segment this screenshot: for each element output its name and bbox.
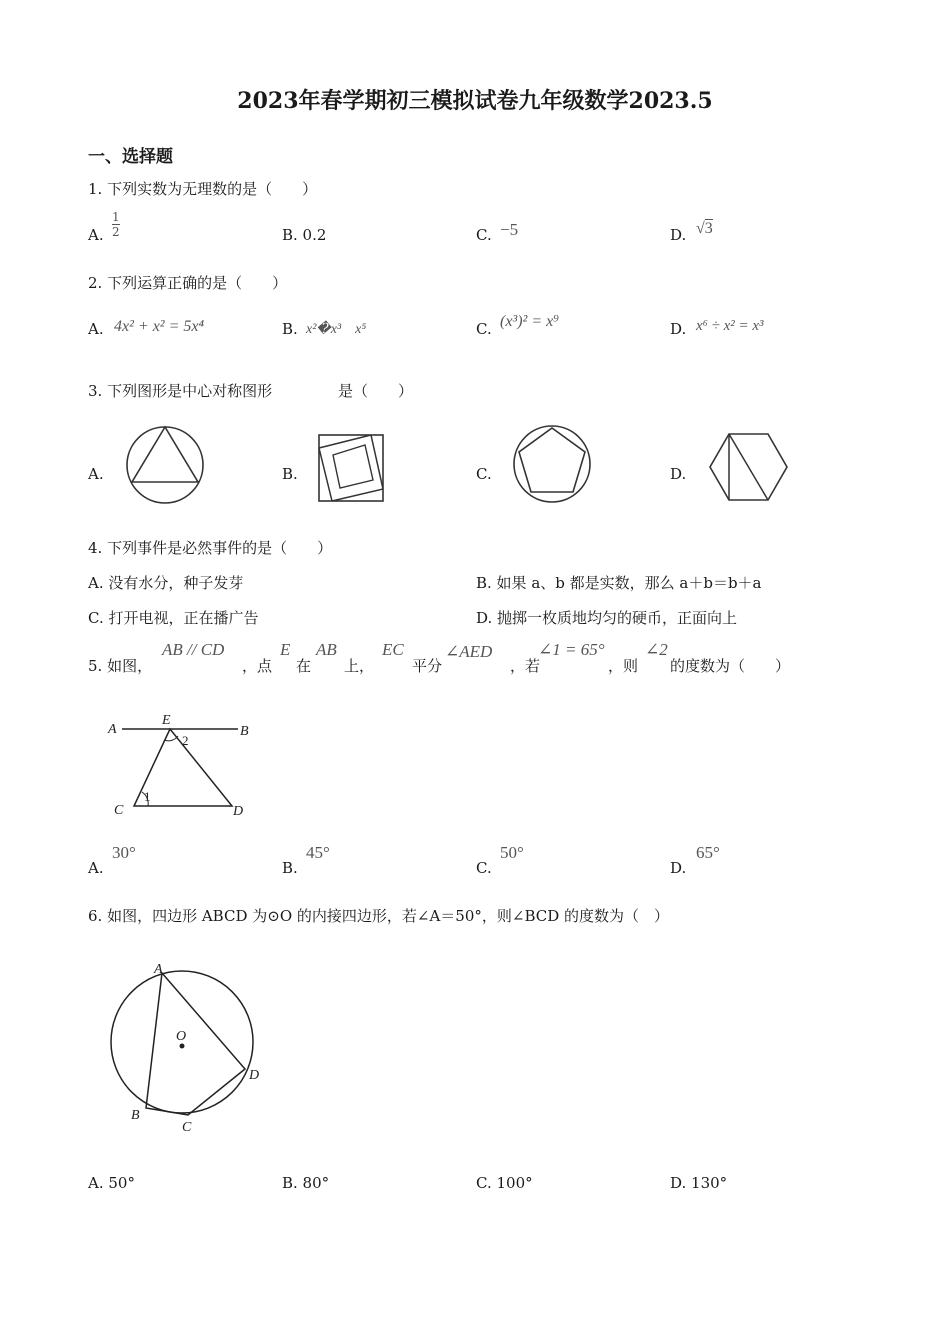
- q5-option-d-label: D.: [670, 859, 687, 877]
- q2-option-d-expr: x⁶ ÷ x² = x³: [696, 318, 764, 334]
- q5-stem-math-ec: EC: [382, 640, 404, 659]
- q5-stem-math-angle1: ∠1 = 65°: [538, 640, 605, 659]
- q1-option-a-fraction: $\frac{1}{2}$: [112, 210, 120, 239]
- circle-inscribed-pentagon-figure: [508, 420, 596, 508]
- q5-stem-part2: ，点: [242, 657, 273, 675]
- q5-stem-part5: 平分: [412, 657, 443, 675]
- q2-option-a-label: A.: [88, 320, 104, 338]
- q3-stem-part1: 3. 下列图形是中心对称图形: [88, 382, 273, 400]
- q1-option-c-label: C.: [476, 226, 492, 244]
- q5-stem-part4: 上，: [344, 657, 375, 675]
- q5-stem-part7: ，则: [608, 657, 639, 675]
- q6-option-b: B. 80°: [282, 1174, 330, 1192]
- svg-text:B: B: [240, 724, 249, 739]
- q1-option-d-sqrt: √3: [696, 220, 713, 237]
- q3-stem-part2: 是（ ）: [338, 382, 414, 400]
- q2-option-c-label: C.: [476, 320, 492, 338]
- q5-stem-math-ab: AB: [316, 640, 337, 659]
- q5-stem-part6: ，若: [510, 657, 541, 675]
- svg-text:C: C: [114, 803, 124, 818]
- svg-text:2: 2: [182, 733, 189, 748]
- svg-text:B: B: [131, 1108, 140, 1123]
- q3-option-a-label: A.: [88, 465, 104, 483]
- q5-option-c-label: C.: [476, 859, 492, 877]
- q6-stem: 6. 如图，四边形 ABCD 为⊙O 的内接四边形，若∠A＝50°，则∠BCD 的度数为（ ）: [88, 907, 670, 925]
- section-heading: 一、选择题: [88, 147, 173, 167]
- q1-option-c-value: −5: [500, 220, 519, 239]
- svg-text:D: D: [233, 804, 244, 819]
- q6-option-c: C. 100°: [476, 1174, 533, 1192]
- q2-option-a-expr: 4x² + x² = 5x⁴: [114, 318, 205, 335]
- q1-option-b: B. 0.2: [282, 226, 327, 244]
- q3-option-d-label: D.: [670, 465, 687, 483]
- svg-text:1: 1: [144, 789, 151, 804]
- q6-option-a: A. 50°: [88, 1174, 135, 1192]
- svg-text:D: D: [249, 1068, 260, 1083]
- q5-option-b-value: 45°: [306, 843, 330, 862]
- q5-option-c-value: 50°: [500, 843, 524, 862]
- q5-stem-part3: 在: [296, 657, 312, 675]
- q4-stem: 4. 下列事件是必然事件的是（ ）: [88, 539, 333, 557]
- q2-option-b-label: B.: [282, 320, 298, 338]
- q5-option-d-value: 65°: [696, 843, 720, 862]
- q4-option-a: A. 没有水分，种子发芽: [88, 574, 244, 592]
- svg-text:E: E: [162, 713, 171, 728]
- square-pinwheel-figure: [314, 430, 390, 506]
- q4-option-c: C. 打开电视，正在播广告: [88, 609, 259, 627]
- q3-option-b-label: B.: [282, 465, 298, 483]
- q5-triangle-figure: [100, 708, 270, 823]
- q4-option-b: B. 如果 a、b 都是实数，那么 a＋b＝b＋a: [476, 574, 762, 592]
- q2-option-c-expr: (x³)² = x⁹: [500, 313, 559, 330]
- q2-option-d-label: D.: [670, 320, 687, 338]
- q1-option-d-label: D.: [670, 226, 687, 244]
- svg-text:O: O: [176, 1029, 187, 1044]
- q5-stem-part8: 的度数为（ ）: [670, 657, 791, 675]
- page-title: 2023年春学期初三模拟试卷九年级数学2023.5: [237, 88, 713, 114]
- svg-text:A: A: [108, 722, 117, 737]
- svg-text:A: A: [154, 962, 163, 977]
- q4-option-d: D. 抛掷一枚质地均匀的硬币，正面向上: [476, 609, 738, 627]
- q5-stem-math-angle2: ∠2: [645, 640, 668, 659]
- q5-option-a-label: A.: [88, 859, 104, 877]
- q5-option-b-label: B.: [282, 859, 298, 877]
- q5-stem-math-e: E: [280, 640, 291, 659]
- q1-stem: 1. 下列实数为无理数的是（ ）: [88, 180, 318, 198]
- svg-text:C: C: [182, 1120, 192, 1135]
- q6-option-d: D. 130°: [670, 1174, 728, 1192]
- q2-stem: 2. 下列运算正确的是（ ）: [88, 274, 288, 292]
- q5-stem-part1: 5. 如图，: [88, 657, 153, 675]
- q2-option-b-expr: x²�x³ x⁵: [306, 322, 367, 337]
- q5-option-a-value: 30°: [112, 843, 136, 862]
- hexagon-with-diagonal-figure: [706, 430, 792, 506]
- q3-option-c-label: C.: [476, 465, 492, 483]
- q5-stem-math-angle-aed: ∠AED: [445, 642, 493, 661]
- q5-stem-math-parallel: AB // CD: [162, 640, 225, 659]
- q6-inscribed-quadrilateral-figure: [100, 958, 275, 1138]
- circle-inscribed-triangle-figure: [122, 422, 210, 510]
- q1-option-a-label: A.: [88, 226, 104, 244]
